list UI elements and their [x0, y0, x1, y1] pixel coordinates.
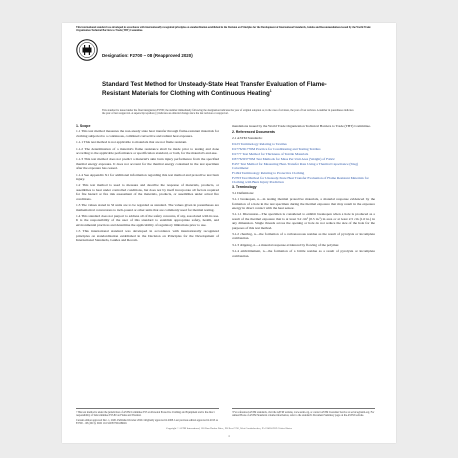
document-title — [102, 81, 352, 98]
reference-link[interactable]: D1776/D1776M Practice for Conditioning and Testing Textiles — [232, 147, 321, 152]
paragraph: 3.1.1.1 Discussion—The specimen is considered to exhibit breakopen when a hole is produced as a result of the thermal exposure that is at least 3.2 cm² (0.5 in.²) in area or at least 2.5 cm (1.0 in.) in any dimension. Single threads across the opening or hole do not reduce the size of the hole for the purposes of this test method. — [232, 212, 375, 230]
copyright-line: Copyright © ASTM International, 100 Barr Harbor Drive, PO Box C700, West Conshohocken, PA 19428-2959. United States — [166, 427, 292, 430]
paragraph: 1.5 This international standard was developed in accordance with internationally recognized principles on standardization established in the Decision on Principles for the Development of International Standards, Guides and Recom- — [76, 229, 219, 242]
document-page — [62, 23, 396, 443]
left-column — [76, 124, 219, 244]
paragraph: 1.4 This standard does not purport to address all of the safety concerns, if any, associated with its use. It is the responsibility of the user of this standard to establish appropriate safety, health, and environmental practices and determine the applicability of regulatory limitations prior to use. — [76, 213, 219, 227]
paragraph: 1.3 The values stated in SI units are to be regarded as standard. The values given in parentheses are mathematical conversions to inch-pound or other units that are commonly used for thermal testing. — [76, 203, 219, 212]
paragraph: 1.1 This test method measures the non-steady state heat transfer through flame-resistant materials for clothing subjected to a continuous, combined convective and radiant heat exposure. — [76, 129, 219, 138]
reference-link[interactable]: E457 Test Method for Measuring Heat-Transfer Rate Using a Thermal Capacitance (Slug) Calorimeter — [232, 161, 359, 171]
title-text: Standard Test Method for Unsteady-State Heat Transfer Evaluation of Flame-Resistant Materials for Clothing with Continuous Heating — [102, 81, 327, 98]
footnote: ¹ This test method is under the jurisdiction of ASTM Committee F23 on Personal Protective Clothing and Equipment and is the direct responsibility of Subcommittee F23.80 on Flame and Thermal. — [76, 411, 215, 418]
paragraph: 1.1.2 The determination of a material's flame resistance shall be made prior to testing and done according to the applicable performance or specification standard, or both, for the material's end-use. — [76, 146, 219, 156]
reference-link[interactable]: D1777 Test Method for Thickness of Textile Materials — [232, 152, 309, 157]
reference-link[interactable]: D123 Terminology Relating to Textiles — [232, 142, 287, 147]
designation: Designation: F2700 − 08 (Reapproved 2020) — [102, 53, 193, 58]
paragraph: 1.1.1 This test method is not applicable to materials that are not flame resistant. — [76, 140, 188, 145]
page-number: 1 — [228, 434, 230, 438]
paragraph: 3.1.1 breakopen, n—in testing thermal protective materials, a material response evidenced by the formation of a hole in the test specimen during the thermal exposure that may result in the exposure energy in direct contact with the heat sensor. — [232, 197, 375, 210]
astm-logo-icon — [76, 39, 98, 61]
top-notice: This international standard was developed in accordance with internationally recognized principles on standardization established in the Decision on Principles for the Development of International Standards, Guides and Recommendations issued by the World Trade Organization Technical Barriers to Trade (TBT) Committee. — [76, 26, 371, 33]
title-footnote-mark: 1 — [269, 89, 272, 94]
footnote: ² For referenced ASTM standards, visit the ASTM website, www.astm.org, or contact ASTM Customer Service at service@astm.org. For Annual Book of ASTM Standards volume information, refer to the standard's Document Summary page on the ASTM website. — [232, 411, 375, 418]
paragraph: 2.1 ASTM Standards: — [232, 135, 263, 140]
section-heading: 1. Scope — [76, 124, 91, 128]
footnotes-right — [232, 408, 375, 419]
standard-notice: This standard is issued under the fixed designation F2700; the number immediately following the designation indicates the year of original adoption or, in the case of revision, the year of last revision. A number in parentheses indicates the year of last reapproval. A superscript epsilon (ε) indicates an editorial change since the last revision or reapproval. — [102, 109, 354, 116]
reference-link[interactable]: D3776/D3776M Test Methods for Mass Per Unit Area (Weight) of Fabric — [232, 156, 336, 161]
section-heading: 3. Terminology — [232, 185, 257, 190]
paragraph: 1.2 This test method is used to measure and describe the response of materials, products, or assemblies to heat under controlled conditions, but does not by itself incorporate all factors required for fire hazard or fire risk assessment of the materials, products, or assemblies under actual fire conditions. — [76, 183, 219, 201]
paragraph: 3.1 Definitions: — [232, 190, 254, 195]
right-column — [232, 124, 375, 260]
footnotes-left — [76, 408, 219, 426]
paragraph: 1.1.3 This test method does not predict a material's skin burn injury performance from the specified thermal energy exposure. It does not account for the thermal energy contained in the test specimen after the exposure has ceased. — [76, 157, 219, 171]
paragraph: mendations issued by the World Trade Organization Technical Barriers to Trade (TBT) Committee. — [232, 124, 371, 128]
footnote: Current edition approved Dec. 1, 2020. Published October 2020. Originally approved in 2008. Last previous edition approved in 2013 as F2700 − 08 (2013). DOI: 10.1520/F2700-08R20. — [76, 418, 218, 425]
reference-link[interactable]: F2703 Test Method for Unsteady-State Heat Transfer Evaluation of Flame Resistant Materials for Clothing with Burn Injury Prediction — [232, 176, 369, 185]
paragraph: 3.1.4 embrittlement, n—the formation of a brittle residue as a result of pyrolysis or incomplete combustion. — [232, 249, 375, 258]
paragraph: 3.1.2 charring, n—the formation of a carbonaceous residue as the result of pyrolysis or incomplete combustion. — [232, 232, 375, 241]
paragraph: 1.1.4 See Appendix X1 for additional information regarding this test method and protective test burn injury. — [76, 172, 219, 182]
paragraph: 3.1.3 dripping, n—a material response evidenced by flowing of the polymer. — [232, 242, 340, 247]
reference-link[interactable]: F1494 Terminology Relating to Protective Clothing — [232, 171, 305, 176]
section-heading: 2. Referenced Documents — [232, 130, 275, 135]
